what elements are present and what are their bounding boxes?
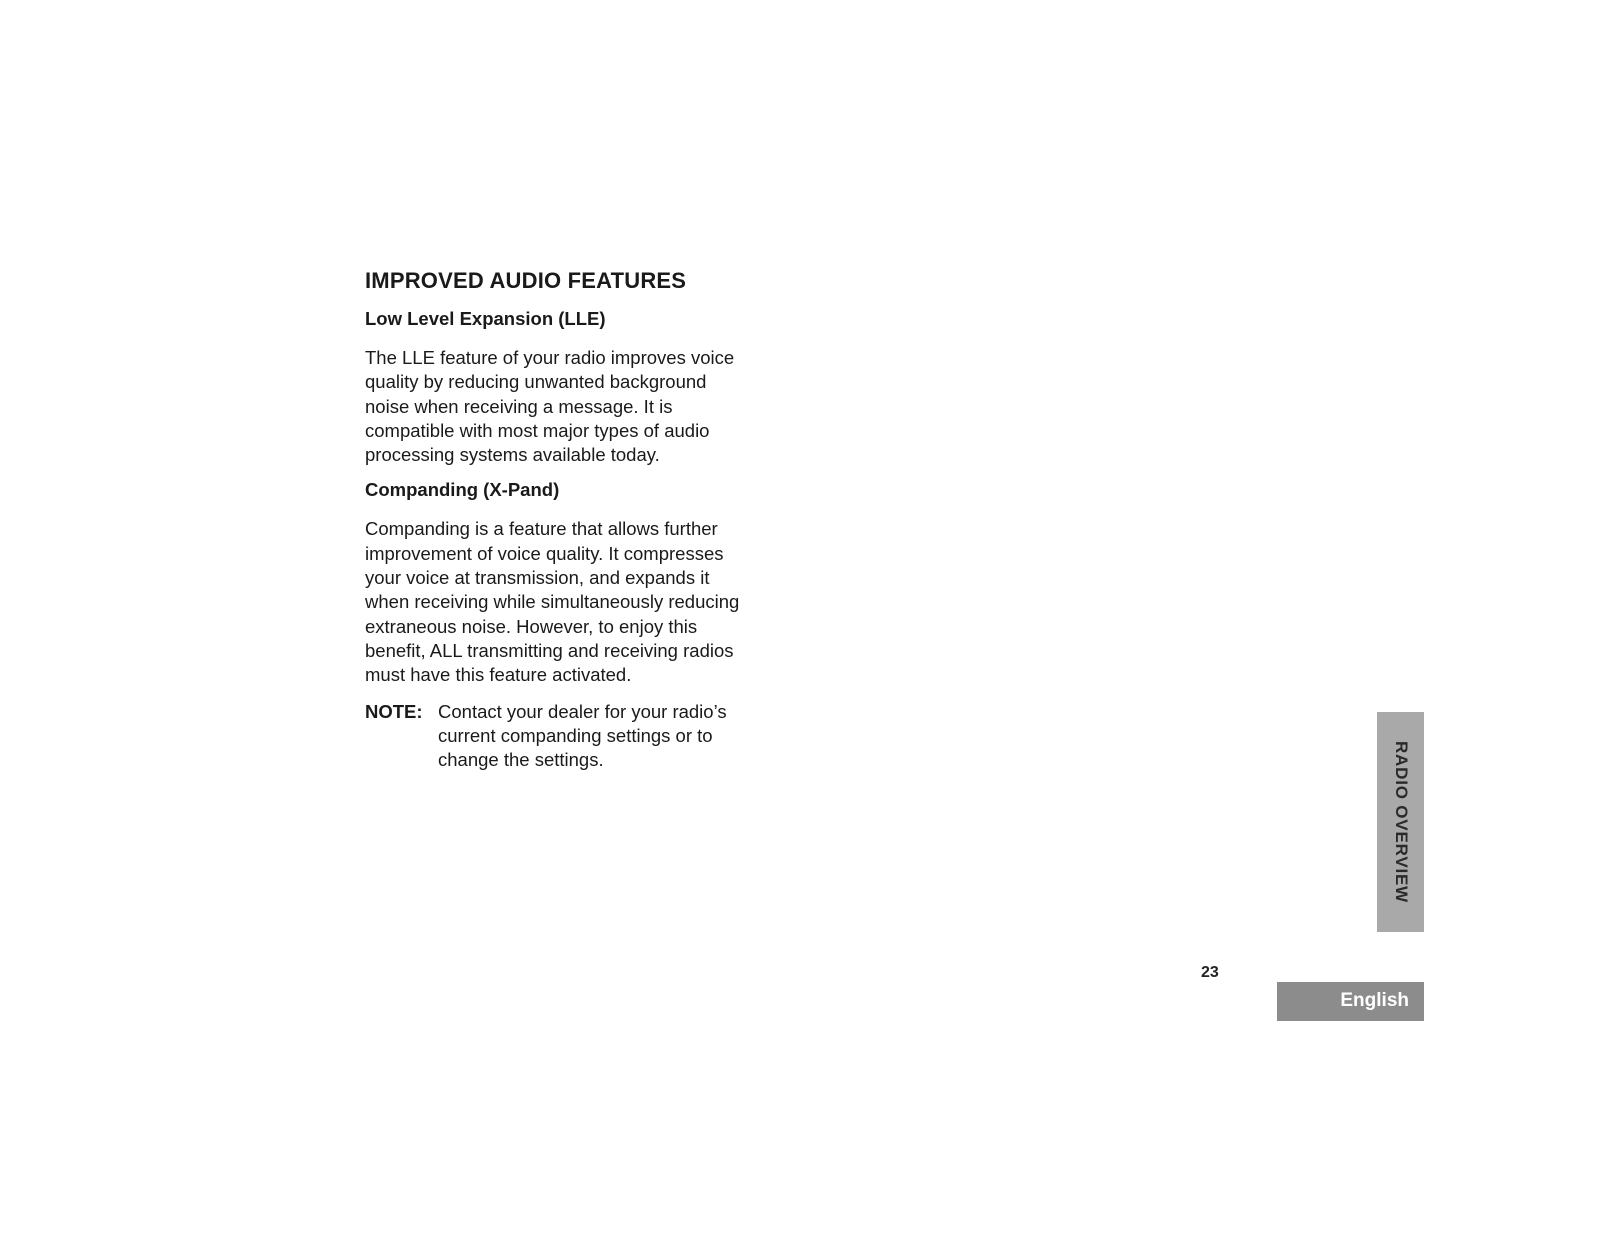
- side-tab-label: RADIO OVERVIEW: [1391, 740, 1411, 904]
- companding-line: your voice at transmission, and expands it: [365, 567, 710, 589]
- section-title: IMPROVED AUDIO FEATURES: [365, 268, 687, 293]
- lle-line: quality by reducing unwanted background: [365, 371, 707, 393]
- lle-line: processing systems available today.: [365, 444, 660, 466]
- note-line: current companding settings or to: [438, 724, 713, 746]
- page-number: 23: [1201, 964, 1219, 981]
- lle-heading: Low Level Expansion (LLE): [365, 308, 606, 329]
- language-tab: English: [1277, 982, 1424, 1021]
- note-text: [438, 700, 727, 773]
- page-content: [365, 268, 795, 772]
- companding-line: improvement of voice quality. It compresses: [365, 542, 724, 564]
- note-line: Contact your dealer for your radio’s: [438, 700, 727, 722]
- lle-line: noise when receiving a message. It is: [365, 395, 673, 417]
- note-block: [365, 700, 795, 773]
- companding-line: when receiving while simultaneously reducing: [365, 591, 740, 613]
- lle-line: compatible with most major types of audio: [365, 419, 710, 441]
- companding-heading: Companding (X-Pand): [365, 479, 560, 501]
- companding-line: extraneous noise. However, to enjoy this: [365, 615, 698, 637]
- section-side-tab: [1377, 712, 1424, 932]
- lle-line: The LLE feature of your radio improves voice: [365, 347, 735, 368]
- lle-paragraph: [365, 346, 795, 467]
- companding-line: must have this feature activated.: [365, 664, 632, 686]
- note-line: change the settings.: [438, 749, 604, 771]
- companding-line: benefit, ALL transmitting and receiving radios: [365, 639, 734, 661]
- companding-paragraph: [365, 517, 795, 687]
- note-label: NOTE:: [365, 700, 423, 722]
- companding-line: Companding is a feature that allows further: [365, 518, 718, 540]
